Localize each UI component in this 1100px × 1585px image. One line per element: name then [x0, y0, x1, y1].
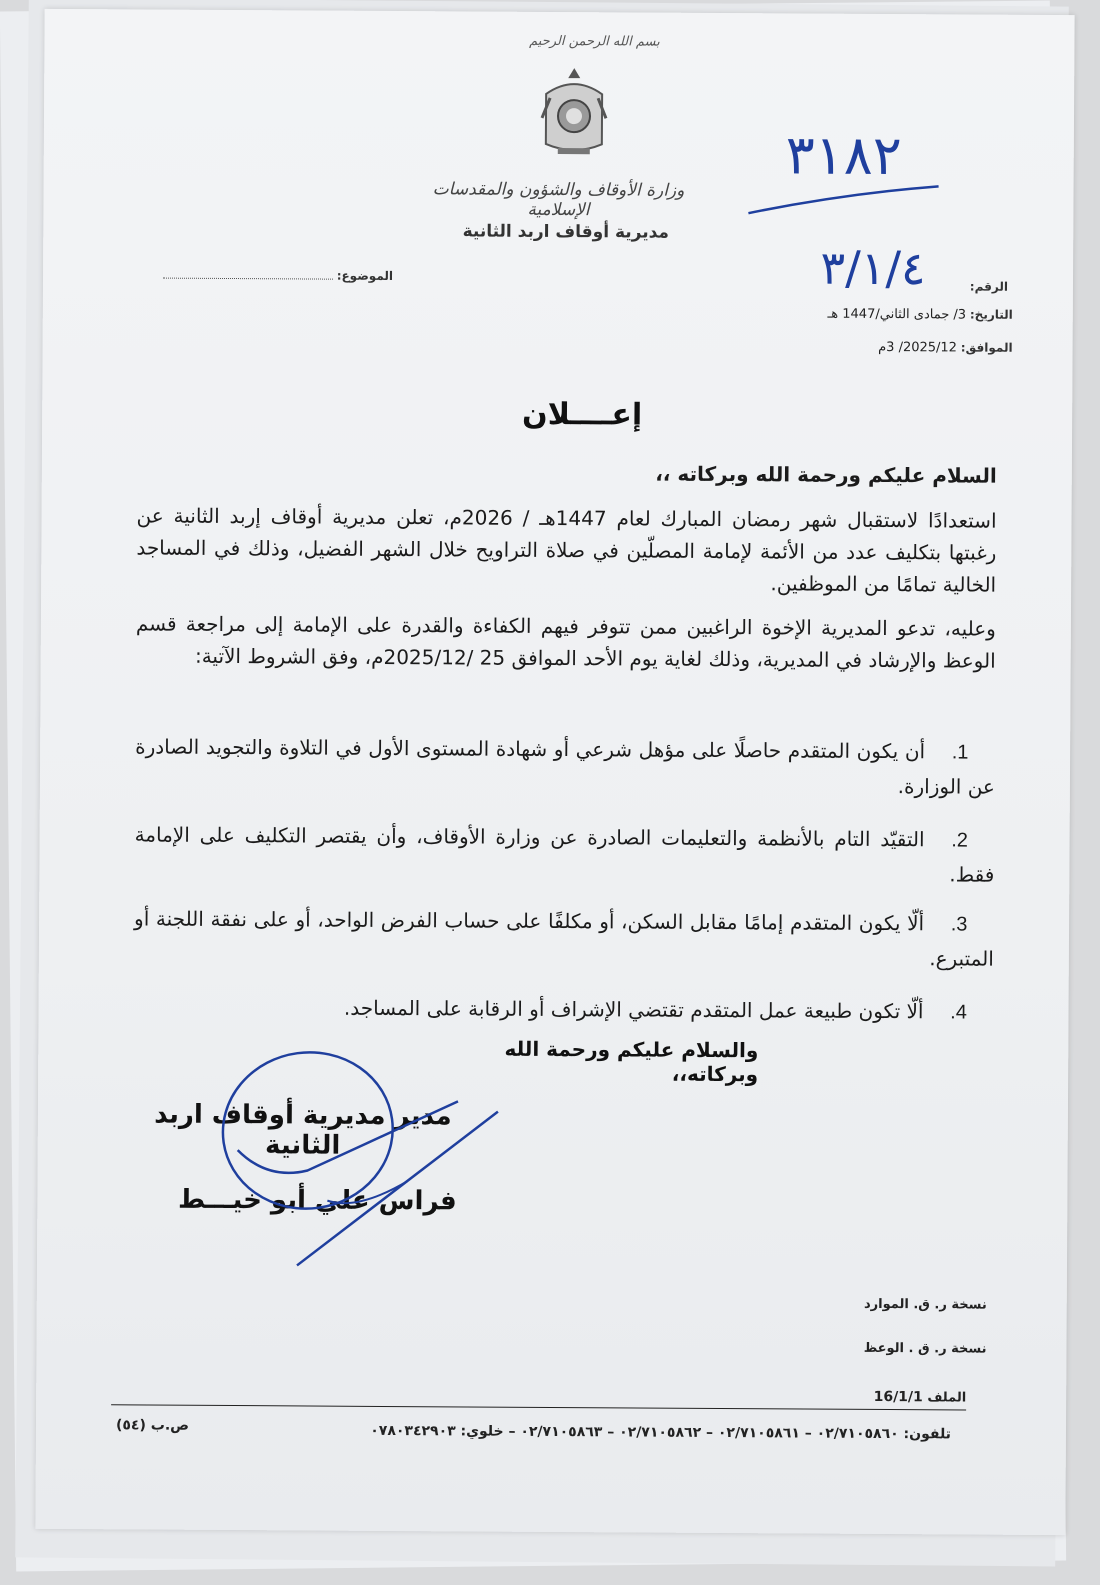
copy-recipient: نسخة ر. ق . الوعظ: [863, 1340, 987, 1357]
hijri-date-value: 3/ جمادى الثاني/1447 هـ: [827, 306, 967, 323]
condition-number: 4.: [950, 1001, 967, 1024]
footer-pobox: ص.ب (٥٤): [115, 1417, 190, 1434]
gregorian-date-label: الموافق:: [960, 340, 1013, 355]
condition-number: 3.: [950, 913, 968, 936]
gregorian-date-field: [778, 339, 1013, 355]
subject-field: [123, 267, 393, 283]
condition-text: أن يكون المتقدم حاصلًا على مؤهل شرعي أو شهادة المستوى الأول في التلاوة والتجويد الصادرة عن الوزارة.: [135, 734, 995, 799]
condition-item: [134, 901, 994, 975]
announcement-title: إعــــلان: [521, 396, 643, 433]
condition-number: 2.: [951, 829, 969, 852]
greeting: السلام عليكم ورحمة الله وبركاته ،،: [655, 461, 997, 488]
hijri-date-field: [778, 306, 1013, 322]
hijri-date-label: التاريخ:: [969, 307, 1013, 322]
signatory-name: فراس علي أبو خيـــط: [177, 1184, 457, 1217]
condition-number: 1.: [951, 741, 969, 764]
condition-text: ألّا يكون المتقدم إمامًا مقابل السكن، أو مكلفًا على حساب الفرض الواحد، أو على نفقة اللجنة أو المتبرع.: [134, 906, 994, 971]
closing-greeting: والسلام عليكم ورحمة الله وبركاته،،: [504, 1036, 759, 1087]
handwritten-date: [783, 228, 963, 309]
handwritten-date-text: ٣/١/٤: [820, 240, 926, 296]
condition-item: [134, 817, 994, 891]
paragraph-intro: استعدادًا لاستقبال شهر رمضان المبارك لعام 1447هـ / 2026م، تعلن مديرية أوقاف إربد الثانية عن رغبتها بتكليف عدد من الأئمة لإمامة المصلّين في صلاة التراويح خلال الشهر الفضيل، وذلك في المساجد الخالية تمامًا من الموظفين.: [136, 503, 997, 597]
condition-item: [133, 989, 993, 1029]
signatory-title: مدير مديرية أوقاف اربد الثانية: [154, 1099, 452, 1161]
condition-item: [135, 729, 995, 803]
file-value: 16/1/1: [873, 1388, 923, 1406]
file-label: الملف: [927, 1390, 967, 1406]
handwritten-signature: [177, 1030, 539, 1312]
handwritten-number: [743, 113, 944, 234]
footer-divider: [111, 1404, 966, 1410]
paragraph-call: وعليه، تدعو المديرية الإخوة الراغبين ممن تتوفر فيهم الكفاءة والقدرة على الإمامة إلى مراجعة قسم الوعظ والإرشاد في المديرية، وذلك لغاية يوم الأحد الموافق 25 /2025/12م، وفق الشروط الآتية:: [135, 611, 996, 673]
gregorian-date-value: 2025/12/ 3م: [878, 339, 958, 356]
ministry-name: وزارة الأوقاف والشؤون والمقدسات الإسلامية: [432, 179, 685, 221]
ref-field: [868, 279, 1008, 294]
copy-recipient: نسخة ر. ق. الموارد: [863, 1296, 987, 1313]
condition-text: التقيّد التام بالأنظمة والتعليمات الصادرة عن وزارة الأوقاف، وأن يقتصر التكليف على الإمامة فقط.: [134, 822, 995, 887]
handwritten-number-text: ٣١٨٢: [785, 123, 902, 188]
subject-label: الموضوع:: [336, 268, 394, 284]
condition-text: ألّا تكون طبيعة عمل المتقدم تقتضي الإشراف أو الرقابة على المساجد.: [343, 995, 924, 1024]
footer-phones: تلفون: ٠٢/٧١٠٥٨٦٠ – ٠٢/٧١٠٥٨٦١ – ٠٢/٧١٠٥٨٦٢ – ٠٢/٧١٠٥٨٦٣ – خلوي: ٠٧٨٠٣٤٢٩٠٣: [370, 1422, 952, 1443]
file-reference: [816, 1389, 966, 1406]
directorate-name: مديرية أوقاف اربد الثانية: [462, 221, 670, 243]
ref-label: الرقم:: [969, 279, 1009, 294]
basmala: بسم الله الرحمن الرحيم: [529, 33, 660, 50]
letter-page: [35, 9, 1074, 1535]
coat-of-arms-icon: [536, 64, 613, 160]
